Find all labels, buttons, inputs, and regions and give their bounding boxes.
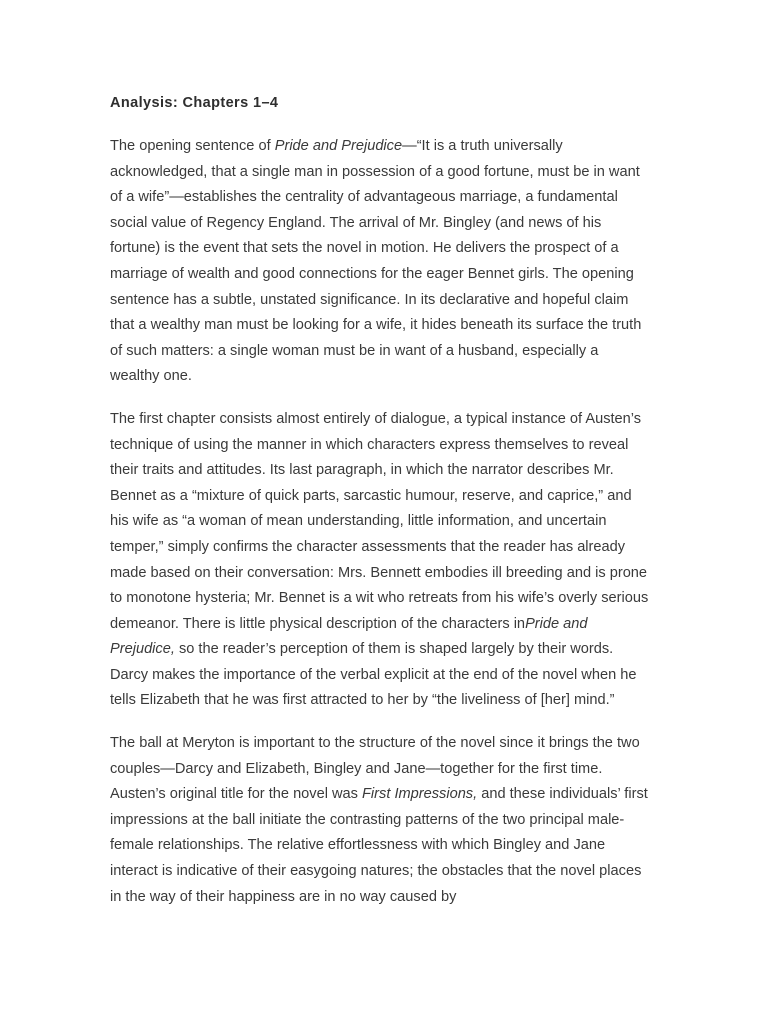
paragraph: [110, 407, 650, 714]
italic-title-text: Pride and Prejudice: [274, 138, 403, 154]
paragraph: [110, 731, 650, 910]
paragraph-text: The opening sentence of: [110, 138, 275, 154]
paragraph-text: —“It is a truth universally acknowledged, that a single man in possession of a good fortune, must be in want of a wife”—establishes the centrality of advantageous marriage, a fundamental social value of Regency England. The arrival of Mr. Bingley (and news of his fortune) is the event that sets the novel in motion. He delivers the prospect of a marriage of wealth and good connections for the eager Bennet girls. The opening sentence has a subtle, unstated significance. In its declarative and hopeful claim that a wealthy man must be looking for a wife, it hides beneath its surface the truth of such matters: a single woman must be in want of a husband, especially a wealthy one.: [110, 138, 642, 385]
paragraph-text: The first chapter consists almost entirely of dialogue, a typical instance of Austen’s technique of using the manner in which characters express themselves to reveal their traits and attitudes. Its last paragraph, in which the narrator describes Mr. Bennet as a “mixture of quick parts, sarcastic humour, reserve, and caprice,” and his wife as “a woman of mean understanding, little information, and uncertain temper,” simply confirms the character assessments that the reader has already made based on their conversation: Mrs. Bennett embodies ill breeding and is prone to monotone hysteria; Mr. Bennet is a wit who retreats from his wife’s overly serious demeanor. There is little physical description of the characters in: [110, 410, 649, 632]
paragraph-text: The ball at Meryton is important to the structure of the novel since it brings the two couples—Darcy and Elizabeth, Bingley and Jane—together for the first time. Austen’s original title for the novel was: [110, 735, 640, 803]
paragraph: [110, 134, 650, 390]
document-page: [110, 92, 650, 927]
paragraph-text: so the reader’s perception of them is shaped largely by their words. Darcy makes the importance of the verbal explicit at the end of the novel when he tells Elizabeth that he was first attracted to her by “the liveliness of [her] mind.”: [110, 641, 637, 709]
paragraph-text: and these individuals’ first impressions at the ball initiate the contrasting patterns of the two principal male-female relationships. The relative effortlessness with which Bingley and Jane interact is indicative of their easygoing natures; the obstacles that the novel places in the way of their happiness are in no way caused by: [110, 786, 648, 905]
body-text: [110, 134, 650, 910]
italic-title-text: Pride and Prejudice,: [110, 615, 588, 658]
section-heading: Analysis: Chapters 1–4: [110, 95, 279, 111]
italic-title-text: First Impressions,: [362, 786, 478, 803]
